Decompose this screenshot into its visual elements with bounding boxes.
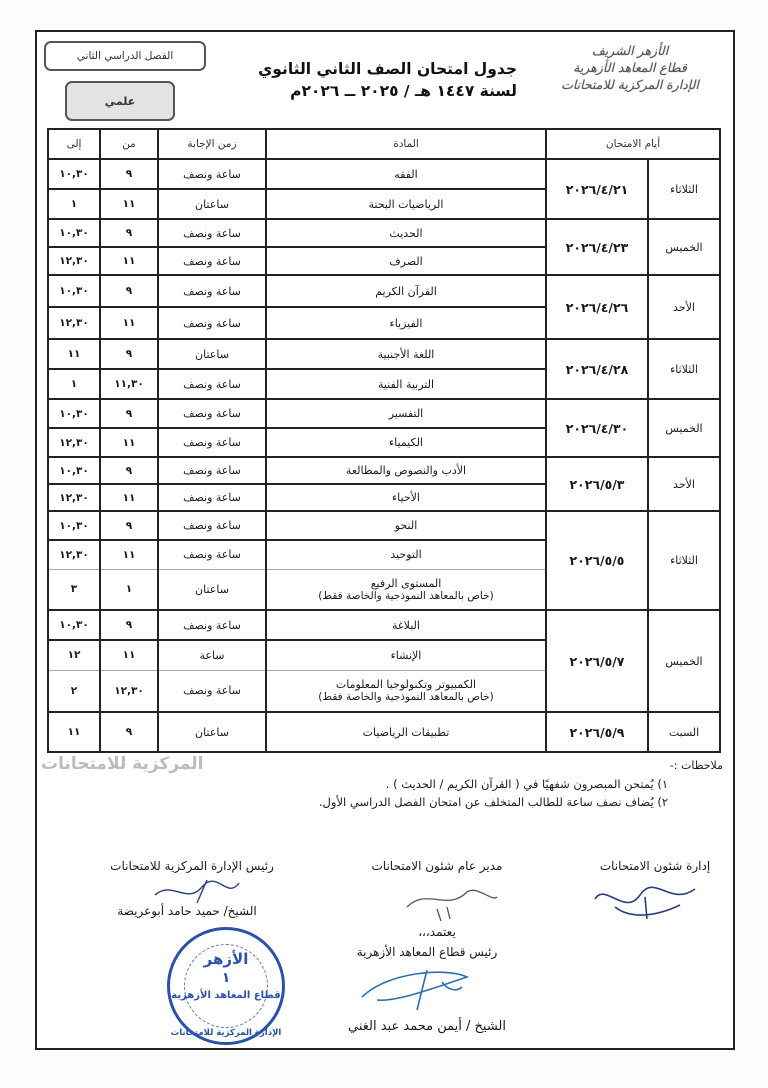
approval-label: يعتمد،،، bbox=[418, 925, 456, 939]
cell-to: ١٠,٣٠ bbox=[48, 457, 100, 484]
subject-name: الأدب والنصوص والمطالعة bbox=[345, 464, 467, 477]
cell-to: ٣ bbox=[48, 569, 100, 610]
cell-to: ٢ bbox=[48, 670, 100, 712]
notes-heading: ملاحظات :- bbox=[669, 759, 723, 772]
cell-from: ٩ bbox=[100, 511, 158, 540]
cell-duration: ساعة ونصف bbox=[158, 428, 266, 457]
signature-central-head bbox=[67, 859, 317, 873]
cell-subject bbox=[266, 275, 546, 307]
cell-to: ١١ bbox=[48, 712, 100, 752]
table-row bbox=[48, 339, 720, 369]
handwritten-signature-icon bbox=[397, 877, 507, 922]
table-row bbox=[48, 159, 720, 189]
cell-to: ١٠,٣٠ bbox=[48, 159, 100, 189]
cell-subject bbox=[266, 640, 546, 670]
cell-subject bbox=[266, 428, 546, 457]
cell-subject bbox=[266, 307, 546, 339]
cell-subject bbox=[266, 540, 546, 569]
subject-name: الكمبيوتر وتكنولوجيا المعلومات bbox=[335, 678, 477, 692]
cell-day: الثلاثاء bbox=[648, 511, 720, 610]
stamp-line-1: الأزهر bbox=[203, 950, 249, 968]
cell-date: ٢٠٢٦/٥/٧ bbox=[546, 610, 648, 712]
subject-name: القرآن الكريم bbox=[375, 284, 437, 298]
subject-name: التفسير bbox=[388, 407, 424, 420]
cell-duration: ساعة ونصف bbox=[158, 610, 266, 640]
exam-schedule-document bbox=[35, 30, 735, 1050]
cell-to: ١٠,٣٠ bbox=[48, 219, 100, 247]
subject-name: الكيمياء bbox=[388, 436, 423, 449]
cell-from: ١ bbox=[100, 569, 158, 610]
cell-duration: ساعتان bbox=[158, 712, 266, 752]
subject-name: الصرف bbox=[389, 254, 423, 268]
cell-from: ١١ bbox=[100, 640, 158, 670]
cell-subject bbox=[266, 189, 546, 219]
signature-exams-admin bbox=[585, 859, 725, 873]
title-line-2: لسنة ١٤٤٧ هـ / ٢٠٢٥ ــ ٢٠٢٦م bbox=[290, 82, 517, 100]
cell-to: ١٠,٣٠ bbox=[48, 275, 100, 307]
central-exams-watermark: المركزية للامتحانات bbox=[41, 754, 204, 774]
cell-duration: ساعة ونصف bbox=[158, 540, 266, 569]
cell-to: ١٢,٣٠ bbox=[48, 247, 100, 275]
handwritten-signature-icon bbox=[585, 877, 705, 922]
cell-from: ٩ bbox=[100, 457, 158, 484]
cell-day: الخميس bbox=[648, 219, 720, 275]
subject-name: الحديث bbox=[389, 226, 423, 240]
cell-day: الثلاثاء bbox=[648, 159, 720, 219]
cell-from: ١١ bbox=[100, 307, 158, 339]
cell-duration: ساعتان bbox=[158, 569, 266, 610]
cell-date: ٢٠٢٦/٤/٣٠ bbox=[546, 399, 648, 457]
cell-from: ٩ bbox=[100, 399, 158, 428]
cell-to: ١١ bbox=[48, 339, 100, 369]
cell-day: السبت bbox=[648, 712, 720, 752]
cell-duration: ساعتان bbox=[158, 339, 266, 369]
cell-duration: ساعة ونصف bbox=[158, 369, 266, 399]
cell-subject bbox=[266, 159, 546, 189]
cell-day: الخميس bbox=[648, 399, 720, 457]
table-row bbox=[48, 275, 720, 307]
cell-subject bbox=[266, 339, 546, 369]
table-row bbox=[48, 399, 720, 428]
cell-date: ٢٠٢٦/٤/٢٣ bbox=[546, 219, 648, 275]
signature-title: رئيس الإدارة المركزية للامتحانات bbox=[110, 859, 274, 873]
stamp-ring-text: الإدارة المركزية للامتحانات bbox=[170, 1028, 282, 1038]
cell-to: ١٠,٣٠ bbox=[48, 399, 100, 428]
cell-duration: ساعة ونصف bbox=[158, 219, 266, 247]
document-title bbox=[237, 58, 517, 102]
table-row bbox=[48, 219, 720, 247]
cell-date: ٢٠٢٦/٤/٢٨ bbox=[546, 339, 648, 399]
cell-to: ١ bbox=[48, 369, 100, 399]
cell-from: ١٢,٣٠ bbox=[100, 670, 158, 712]
table-row bbox=[48, 511, 720, 540]
cell-date: ٢٠٢٦/٥/٣ bbox=[546, 457, 648, 511]
cell-duration: ساعة ونصف bbox=[158, 484, 266, 511]
cell-date: ٢٠٢٦/٥/٩ bbox=[546, 712, 648, 752]
cell-subject bbox=[266, 511, 546, 540]
cell-subject bbox=[266, 369, 546, 399]
cell-from: ١١ bbox=[100, 189, 158, 219]
header-from: من bbox=[100, 129, 158, 159]
cell-date: ٢٠٢٦/٥/٥ bbox=[546, 511, 648, 610]
signature-general-director bbox=[337, 859, 537, 873]
cell-from: ١١,٣٠ bbox=[100, 369, 158, 399]
cell-duration: ساعتان bbox=[158, 189, 266, 219]
division-badge: علمي bbox=[65, 81, 175, 121]
approval-title: رئيس قطاع المعاهد الأزهرية bbox=[356, 945, 498, 959]
cell-duration: ساعة ونصف bbox=[158, 247, 266, 275]
subject-name: الفيزياء bbox=[389, 316, 423, 330]
cell-subject bbox=[266, 610, 546, 640]
cell-from: ٩ bbox=[100, 275, 158, 307]
cell-subject bbox=[266, 484, 546, 511]
logo-line-3: الإدارة المركزية للامتحانات bbox=[561, 77, 699, 92]
stamp-line-3: قطاع المعاهد الأزهرية bbox=[171, 990, 281, 1001]
table-row bbox=[48, 610, 720, 640]
central-head-name: الشيخ/ حميد حامد أبوعريضة bbox=[117, 904, 257, 918]
signature-title: إدارة شئون الامتحانات bbox=[599, 859, 711, 873]
cell-from: ١١ bbox=[100, 484, 158, 511]
cell-to: ١٢ bbox=[48, 640, 100, 670]
signature-title: مدير عام شئون الامتحانات bbox=[371, 859, 503, 873]
cell-to: ١٠,٣٠ bbox=[48, 610, 100, 640]
approval-name: الشيخ / أيمن محمد عبد الغني bbox=[348, 1019, 506, 1034]
official-seal-stamp bbox=[167, 927, 285, 1045]
subject-name: البلاغة bbox=[392, 618, 420, 632]
subject-name: الإنشاء bbox=[390, 648, 422, 662]
subject-name: النحو bbox=[394, 519, 418, 532]
cell-to: ١ bbox=[48, 189, 100, 219]
cell-from: ١١ bbox=[100, 540, 158, 569]
note-item-2: ٢) يُضاف نصف ساعة للطالب المتخلف عن امتحان الفصل الدراسي الأول. bbox=[318, 795, 668, 809]
subject-name: التوحيد bbox=[390, 548, 422, 562]
logo-line-1: الأزهر الشريف bbox=[591, 43, 669, 58]
cell-duration: ساعة ونصف bbox=[158, 670, 266, 712]
note-item-1: ١) يُمتحن المبصرون شفهيًا في ( القرآن الكريم / الحديث ) . bbox=[385, 777, 668, 791]
header-subject: المادة bbox=[266, 129, 546, 159]
header-duration: زمن الإجابة bbox=[158, 129, 266, 159]
subject-name: الفقه bbox=[394, 167, 418, 181]
cell-from: ٩ bbox=[100, 610, 158, 640]
title-line-1: جدول امتحان الصف الثاني الثانوي bbox=[258, 60, 517, 78]
cell-from: ٩ bbox=[100, 159, 158, 189]
cell-subject bbox=[266, 399, 546, 428]
cell-subject bbox=[266, 247, 546, 275]
cell-duration: ساعة ونصف bbox=[158, 307, 266, 339]
cell-subject bbox=[266, 219, 546, 247]
cell-to: ١٢,٣٠ bbox=[48, 484, 100, 511]
cell-day: الأحد bbox=[648, 275, 720, 339]
cell-from: ١١ bbox=[100, 428, 158, 457]
cell-subject bbox=[266, 670, 546, 712]
cell-date: ٢٠٢٦/٤/٢١ bbox=[546, 159, 648, 219]
cell-day: الأحد bbox=[648, 457, 720, 511]
cell-from: ٩ bbox=[100, 219, 158, 247]
table-header-row bbox=[48, 129, 720, 159]
handwritten-signature-icon bbox=[357, 962, 477, 1012]
logo-line-2: قطاع المعاهد الأزهرية bbox=[573, 60, 687, 75]
table-row bbox=[48, 712, 720, 752]
cell-duration: ساعة ونصف bbox=[158, 159, 266, 189]
cell-duration: ساعة ونصف bbox=[158, 457, 266, 484]
cell-duration: ساعة bbox=[158, 640, 266, 670]
notes-section bbox=[43, 757, 723, 811]
cell-date: ٢٠٢٦/٤/٢٦ bbox=[546, 275, 648, 339]
cell-day: الخميس bbox=[648, 610, 720, 712]
exam-schedule-table bbox=[47, 128, 721, 753]
subject-note: (خاص بالمعاهد النموذجية والخاصة فقط) bbox=[318, 589, 494, 602]
cell-to: ١٠,٣٠ bbox=[48, 511, 100, 540]
cell-duration: ساعة ونصف bbox=[158, 275, 266, 307]
subject-name: الأحياء bbox=[392, 491, 420, 504]
cell-duration: ساعة ونصف bbox=[158, 399, 266, 428]
cell-subject bbox=[266, 712, 546, 752]
table-row bbox=[48, 457, 720, 484]
subject-name: اللغة الأجنبية bbox=[377, 347, 435, 361]
cell-from: ٩ bbox=[100, 712, 158, 752]
cell-day: الثلاثاء bbox=[648, 339, 720, 399]
cell-subject bbox=[266, 569, 546, 610]
azhar-letterhead-logo bbox=[535, 42, 725, 93]
header-exam-days: أيام الامتحان bbox=[546, 129, 720, 159]
header-to: إلى bbox=[48, 129, 100, 159]
cell-duration: ساعة ونصف bbox=[158, 511, 266, 540]
subject-name: الرياضيات البحتة bbox=[368, 197, 444, 211]
cell-from: ١١ bbox=[100, 247, 158, 275]
cell-to: ١٢,٣٠ bbox=[48, 428, 100, 457]
subject-name: التربية الفنية bbox=[377, 377, 435, 391]
term-badge: الفصل الدراسي الثاني bbox=[44, 41, 206, 71]
subject-name: تطبيقات الرياضيات bbox=[362, 725, 450, 739]
subject-name: المستوى الرفيع bbox=[370, 576, 442, 590]
cell-to: ١٢,٣٠ bbox=[48, 307, 100, 339]
cell-to: ١٢,٣٠ bbox=[48, 540, 100, 569]
subject-note: (خاص بالمعاهد النموذجية والخاصة فقط) bbox=[318, 691, 494, 704]
cell-from: ٩ bbox=[100, 339, 158, 369]
cell-subject bbox=[266, 457, 546, 484]
stamp-line-2: ١ bbox=[221, 970, 231, 986]
